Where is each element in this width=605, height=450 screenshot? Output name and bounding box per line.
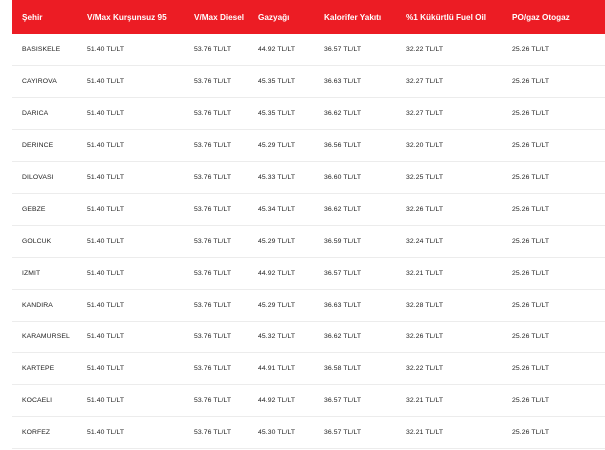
table-row <box>12 66 605 98</box>
cell-lpg-autogas: 25.26 TL/LT <box>512 333 550 341</box>
table-row <box>12 98 605 130</box>
cell-vmax-unleaded-95: 51.40 TL/LT <box>87 205 125 213</box>
cell-lpg-autogas: 25.26 TL/LT <box>512 78 550 86</box>
table-row <box>12 385 605 417</box>
table-row <box>12 321 605 353</box>
cell-vmax-diesel: 53.76 TL/LT <box>194 110 232 118</box>
cell-fuel-oil: 32.22 TL/LT <box>406 365 444 373</box>
cell-city: KOCAELI <box>22 397 53 405</box>
cell-heating-oil: 36.62 TL/LT <box>324 205 362 213</box>
column-header-city[interactable]: Şehir <box>22 12 43 22</box>
cell-heating-oil: 36.63 TL/LT <box>324 301 362 309</box>
column-header-vmax-unleaded-95[interactable]: V/Max Kurşunsuz 95 <box>87 12 167 22</box>
table-row <box>12 257 605 289</box>
cell-fuel-oil: 32.24 TL/LT <box>406 237 444 245</box>
column-header-heating-oil[interactable]: Kalorifer Yakıtı <box>324 12 382 22</box>
cell-city: KARTEPE <box>22 365 55 373</box>
cell-kerosene: 44.92 TL/LT <box>258 46 296 54</box>
cell-fuel-oil: 32.21 TL/LT <box>406 269 444 277</box>
cell-city: BASISKELE <box>22 46 61 54</box>
cell-kerosene: 45.35 TL/LT <box>258 110 296 118</box>
fuel-price-table <box>12 0 605 449</box>
cell-city: DERINCE <box>22 142 54 150</box>
cell-kerosene: 45.29 TL/LT <box>258 301 296 309</box>
cell-kerosene: 45.33 TL/LT <box>258 174 296 181</box>
cell-heating-oil: 36.57 TL/LT <box>324 429 362 437</box>
cell-city: CAYIROVA <box>22 78 57 86</box>
cell-lpg-autogas: 25.26 TL/LT <box>512 110 550 118</box>
cell-fuel-oil: 32.26 TL/LT <box>406 333 444 341</box>
cell-heating-oil: 36.62 TL/LT <box>324 333 362 341</box>
cell-vmax-unleaded-95: 51.40 TL/LT <box>87 46 125 54</box>
table-row <box>12 162 605 194</box>
cell-heating-oil: 36.57 TL/LT <box>324 46 362 54</box>
cell-kerosene: 45.34 TL/LT <box>258 205 296 213</box>
cell-vmax-diesel: 53.76 TL/LT <box>194 205 232 213</box>
cell-vmax-diesel: 53.76 TL/LT <box>194 365 232 373</box>
cell-vmax-diesel: 53.76 TL/LT <box>194 397 232 405</box>
cell-heating-oil: 36.57 TL/LT <box>324 397 362 405</box>
cell-heating-oil: 36.62 TL/LT <box>324 110 362 118</box>
cell-vmax-unleaded-95: 51.40 TL/LT <box>87 142 125 150</box>
cell-vmax-diesel: 53.76 TL/LT <box>194 301 232 309</box>
cell-vmax-unleaded-95: 51.40 TL/LT <box>87 397 125 405</box>
cell-kerosene: 45.30 TL/LT <box>258 429 296 437</box>
cell-vmax-unleaded-95: 51.40 TL/LT <box>87 301 125 309</box>
cell-heating-oil: 36.59 TL/LT <box>324 237 362 245</box>
cell-fuel-oil: 32.22 TL/LT <box>406 46 444 54</box>
cell-vmax-unleaded-95: 51.40 TL/LT <box>87 333 125 341</box>
cell-lpg-autogas: 25.26 TL/LT <box>512 397 550 405</box>
table-row <box>12 417 605 449</box>
column-header-kerosene[interactable]: Gazyağı <box>258 12 290 22</box>
cell-lpg-autogas: 25.26 TL/LT <box>512 429 550 437</box>
cell-vmax-diesel: 53.76 TL/LT <box>194 237 232 245</box>
cell-vmax-diesel: 53.76 TL/LT <box>194 333 232 341</box>
cell-city: GOLCUK <box>22 237 52 245</box>
cell-city: DARICA <box>22 110 49 118</box>
cell-vmax-unleaded-95: 51.40 TL/LT <box>87 174 125 181</box>
column-header-fuel-oil[interactable]: %1 Kükürtlü Fuel Oil <box>406 12 487 22</box>
cell-heating-oil: 36.58 TL/LT <box>324 365 362 373</box>
cell-lpg-autogas: 25.26 TL/LT <box>512 142 550 150</box>
cell-vmax-unleaded-95: 51.40 TL/LT <box>87 237 125 245</box>
cell-lpg-autogas: 25.26 TL/LT <box>512 269 550 277</box>
cell-lpg-autogas: 25.26 TL/LT <box>512 205 550 213</box>
cell-fuel-oil: 32.20 TL/LT <box>406 142 444 150</box>
cell-kerosene: 44.92 TL/LT <box>258 269 296 277</box>
table-header <box>12 0 605 34</box>
cell-vmax-diesel: 53.76 TL/LT <box>194 174 232 181</box>
cell-city: DILOVASI <box>22 174 54 181</box>
cell-lpg-autogas: 25.26 TL/LT <box>512 237 550 245</box>
cell-kerosene: 45.29 TL/LT <box>258 237 296 245</box>
cell-fuel-oil: 32.27 TL/LT <box>406 78 444 86</box>
cell-city: GEBZE <box>22 205 46 213</box>
cell-lpg-autogas: 25.26 TL/LT <box>512 301 550 309</box>
cell-city: KARAMURSEL <box>22 333 70 341</box>
table-row <box>12 353 605 385</box>
table-body <box>12 34 605 449</box>
cell-heating-oil: 36.63 TL/LT <box>324 78 362 86</box>
cell-fuel-oil: 32.25 TL/LT <box>406 174 444 181</box>
cell-fuel-oil: 32.21 TL/LT <box>406 429 444 437</box>
cell-city: IZMIT <box>22 269 41 277</box>
table-row <box>12 289 605 321</box>
table-row <box>12 193 605 225</box>
cell-heating-oil: 36.60 TL/LT <box>324 174 362 181</box>
cell-fuel-oil: 32.28 TL/LT <box>406 301 444 309</box>
cell-vmax-unleaded-95: 51.40 TL/LT <box>87 78 125 86</box>
cell-vmax-unleaded-95: 51.40 TL/LT <box>87 429 125 437</box>
cell-vmax-diesel: 53.76 TL/LT <box>194 142 232 150</box>
cell-kerosene: 45.29 TL/LT <box>258 142 296 150</box>
cell-kerosene: 44.92 TL/LT <box>258 397 296 405</box>
cell-vmax-diesel: 53.76 TL/LT <box>194 269 232 277</box>
cell-kerosene: 44.91 TL/LT <box>258 365 296 373</box>
cell-city: KORFEZ <box>22 429 51 437</box>
cell-lpg-autogas: 25.26 TL/LT <box>512 174 550 181</box>
cell-vmax-unleaded-95: 51.40 TL/LT <box>87 110 125 118</box>
column-header-vmax-diesel[interactable]: V/Max Diesel <box>194 12 245 22</box>
cell-fuel-oil: 32.27 TL/LT <box>406 110 444 118</box>
table-row <box>12 225 605 257</box>
cell-vmax-diesel: 53.76 TL/LT <box>194 429 232 437</box>
column-header-lpg-autogas[interactable]: PO/gaz Otogaz <box>512 12 570 22</box>
cell-vmax-unleaded-95: 51.40 TL/LT <box>87 365 125 373</box>
cell-lpg-autogas: 25.26 TL/LT <box>512 365 550 373</box>
cell-city: KANDIRA <box>22 301 53 309</box>
cell-vmax-diesel: 53.76 TL/LT <box>194 78 232 86</box>
cell-heating-oil: 36.57 TL/LT <box>324 269 362 277</box>
header-row <box>12 0 605 34</box>
cell-kerosene: 45.35 TL/LT <box>258 78 296 86</box>
cell-vmax-diesel: 53.76 TL/LT <box>194 46 232 54</box>
cell-lpg-autogas: 25.26 TL/LT <box>512 46 550 54</box>
cell-fuel-oil: 32.21 TL/LT <box>406 397 444 405</box>
table-row <box>12 34 605 66</box>
cell-fuel-oil: 32.26 TL/LT <box>406 205 444 213</box>
cell-vmax-unleaded-95: 51.40 TL/LT <box>87 269 125 277</box>
cell-kerosene: 45.32 TL/LT <box>258 333 296 341</box>
table-row <box>12 130 605 162</box>
cell-heating-oil: 36.56 TL/LT <box>324 142 362 150</box>
